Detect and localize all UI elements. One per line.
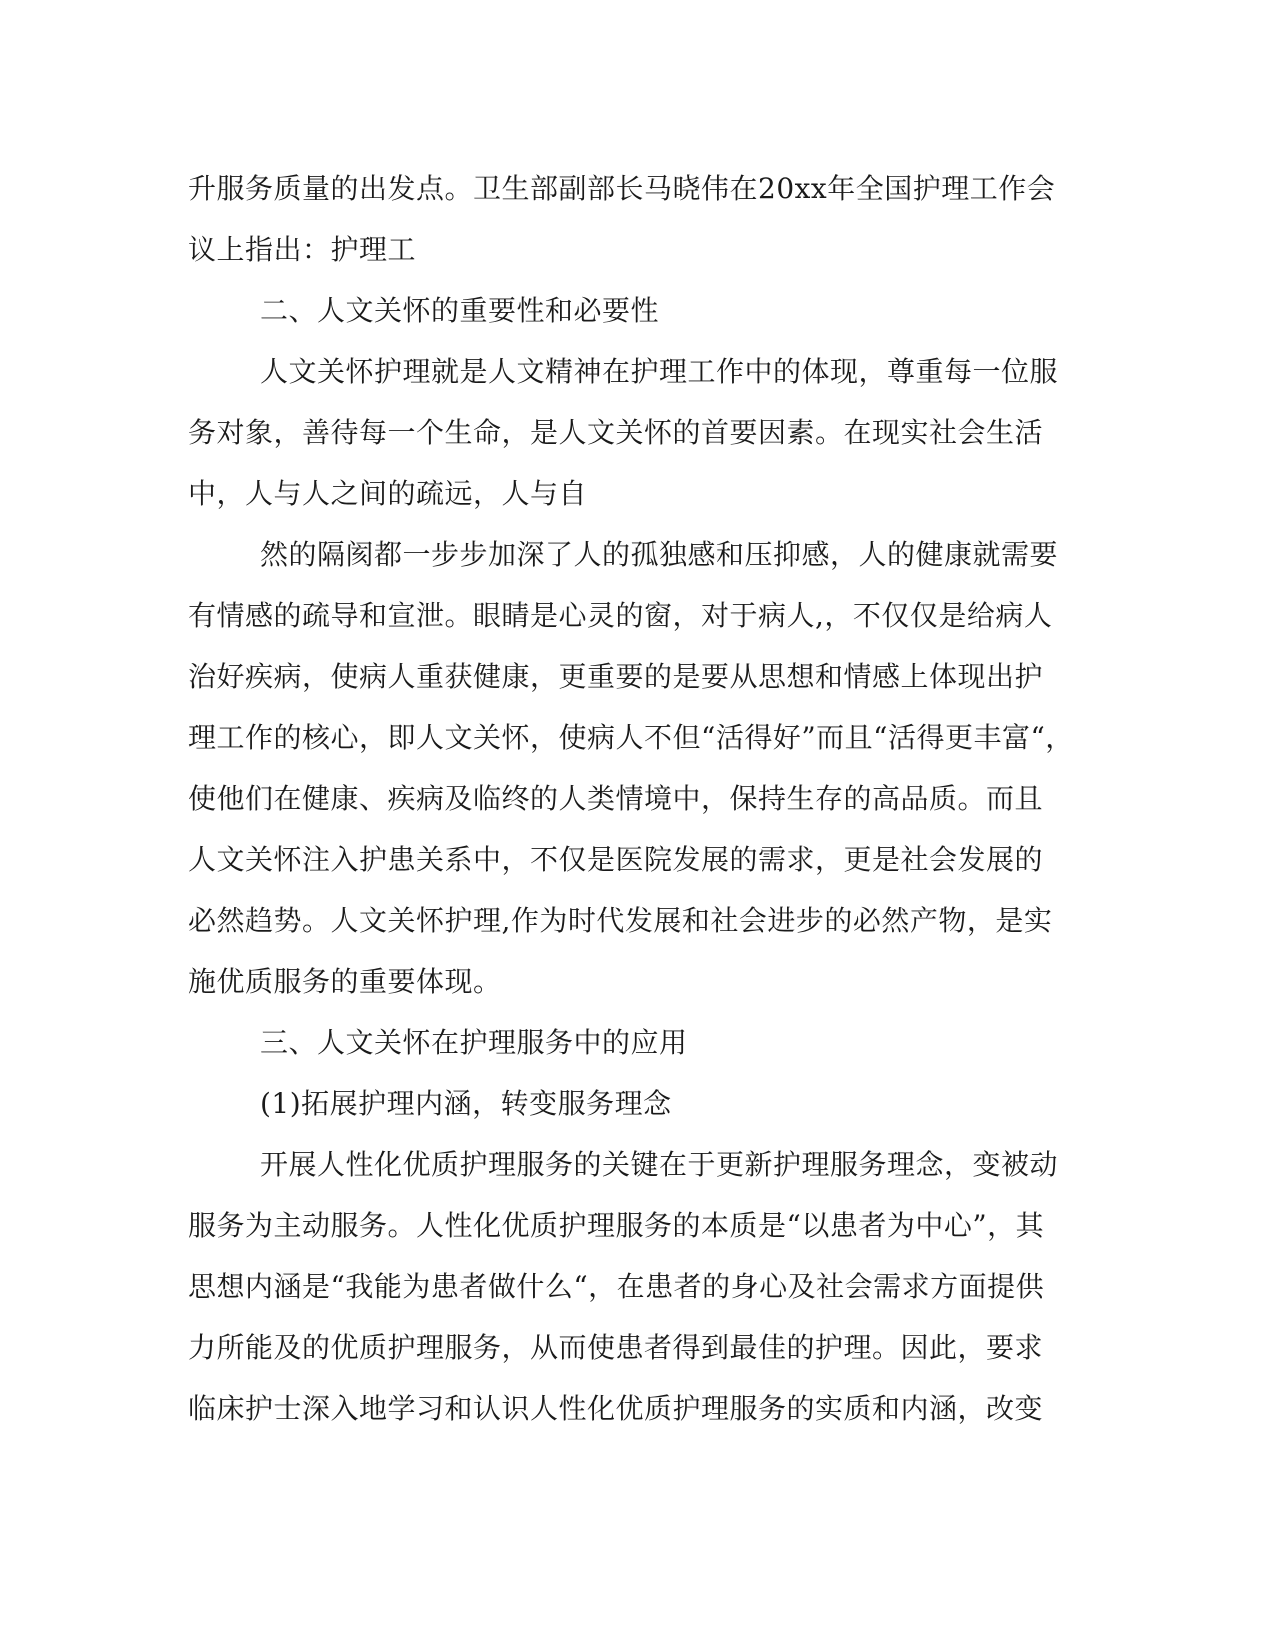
paragraph-line: 有情感的疏导和宣泄。眼睛是心灵的窗，对于病人,，不仅仅是给病人 bbox=[188, 599, 1053, 632]
paragraph-line: 必然趋势。人文关怀护理,作为时代发展和社会进步的必然产物，是实 bbox=[188, 904, 1053, 937]
paragraph-line: 施优质服务的重要体现。 bbox=[188, 965, 502, 998]
paragraph-line: 人文关怀注入护患关系中，不仅是医院发展的需求，更是社会发展的 bbox=[188, 843, 1044, 876]
paragraph-line: 开展人性化优质护理服务的关键在于更新护理服务理念，变被动 bbox=[260, 1148, 1059, 1181]
paragraph-line: 理工作的核心，即人文关怀，使病人不但“活得好”而且“活得更丰富“， bbox=[188, 721, 1074, 754]
paragraph-line: 思想内涵是“我能为患者做什么“，在患者的身心及社会需求方面提供 bbox=[188, 1270, 1045, 1303]
paragraph-line: 议上指出：护理工 bbox=[188, 233, 417, 266]
paragraph-line: 力所能及的优质护理服务，从而使患者得到最佳的护理。因此，要求 bbox=[188, 1331, 1044, 1364]
section-heading: 三、人文关怀在护理服务中的应用 bbox=[260, 1026, 688, 1059]
paragraph-line: 人文关怀护理就是人文精神在护理工作中的体现，尊重每一位服 bbox=[260, 355, 1059, 388]
paragraph-line: 使他们在健康、疾病及临终的人类情境中，保持生存的高品质。而且 bbox=[188, 782, 1044, 815]
section-heading: 二、人文关怀的重要性和必要性 bbox=[260, 294, 660, 327]
paragraph-line: 然的隔阂都一步步加深了人的孤独感和压抑感，人的健康就需要 bbox=[260, 538, 1059, 571]
subsection-heading: (1)拓展护理内涵，转变服务理念 bbox=[260, 1087, 672, 1120]
paragraph-line: 治好疾病，使病人重获健康，更重要的是要从思想和情感上体现出护 bbox=[188, 660, 1044, 693]
paragraph-line: 中，人与人之间的疏远，人与自 bbox=[188, 477, 588, 510]
paragraph-line: 务对象，善待每一个生命，是人文关怀的首要因素。在现实社会生活 bbox=[188, 416, 1044, 449]
document-body bbox=[188, 158, 1088, 1439]
paragraph-line: 服务为主动服务。人性化优质护理服务的本质是“以患者为中心”，其 bbox=[188, 1209, 1045, 1242]
paragraph-line: 临床护士深入地学习和认识人性化优质护理服务的实质和内涵，改变 bbox=[188, 1392, 1044, 1425]
paragraph-line: 升服务质量的出发点。卫生部副部长马晓伟在20xx年全国护理工作会 bbox=[188, 172, 1056, 205]
